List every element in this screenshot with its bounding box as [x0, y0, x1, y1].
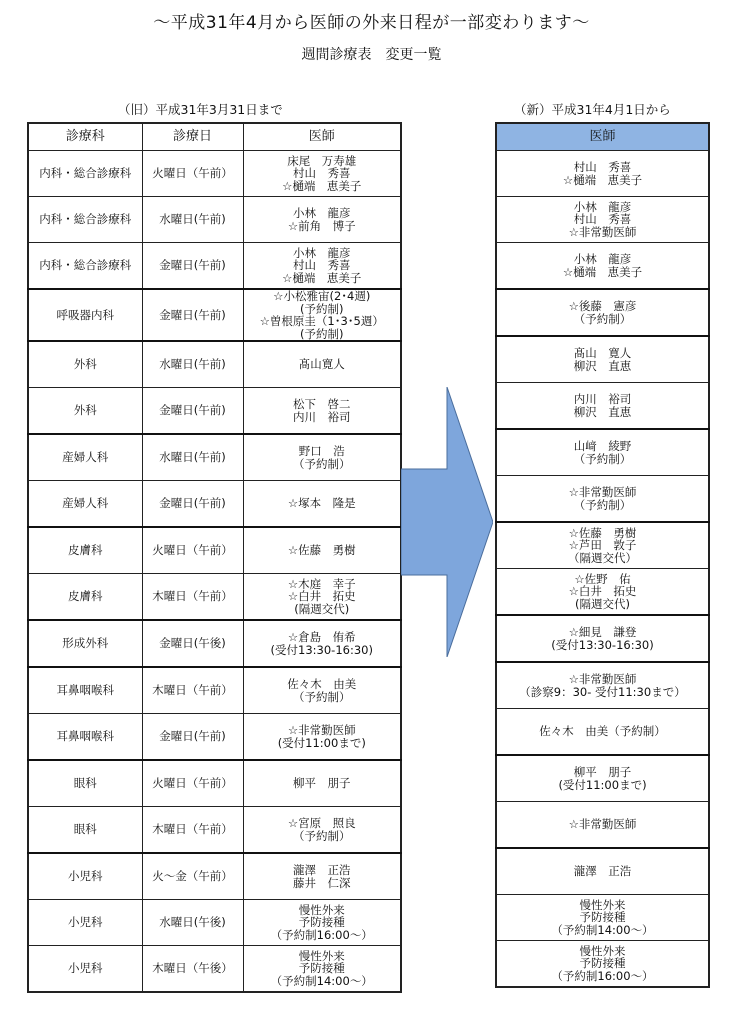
- table-row: [28, 760, 401, 807]
- table-row: [496, 895, 709, 941]
- new-doctor-cell: ☆非常勤医師: [496, 802, 709, 849]
- old-schedule-table: [27, 122, 402, 993]
- new-doctor-cell: 柳平 朋子 (受付11:00まで): [496, 755, 709, 802]
- doctor-cell: 佐々木 由美 （予約制）: [243, 667, 401, 714]
- new-schedule-table: [495, 122, 710, 988]
- new-doctor-cell: ☆非常勤医師 （予約制）: [496, 476, 709, 523]
- table-row: [496, 151, 709, 197]
- table-row: [496, 941, 709, 988]
- table-row: [496, 522, 709, 569]
- header-doctor: 医師: [243, 123, 401, 151]
- department-cell: 外科: [28, 388, 142, 435]
- new-doctor-cell: 山﨑 綾野 （予約制）: [496, 429, 709, 476]
- table-row: [28, 151, 401, 197]
- table-row: [28, 807, 401, 854]
- table-row: [28, 900, 401, 946]
- day-cell: 火曜日（午前）: [142, 527, 243, 574]
- new-doctor-cell: ☆細見 謙登 (受付13:30-16:30): [496, 615, 709, 662]
- table-row: [496, 848, 709, 895]
- table-row: [28, 388, 401, 435]
- table-row: [496, 802, 709, 849]
- new-doctor-cell: 慢性外来 予防接種 （予約制14:00～）: [496, 895, 709, 941]
- table-row: [496, 429, 709, 476]
- table-row: [28, 243, 401, 290]
- header-department: 診療科: [28, 123, 142, 151]
- department-cell: 耳鼻咽喉科: [28, 714, 142, 761]
- department-cell: 呼吸器内科: [28, 289, 142, 341]
- table-row: [28, 341, 401, 388]
- new-doctor-cell: ☆佐藤 勇樹 ☆芦田 敦子 （隔週交代）: [496, 522, 709, 569]
- day-cell: 金曜日(午前): [142, 243, 243, 290]
- new-doctor-cell: 内川 裕司 柳沢 直恵: [496, 383, 709, 430]
- new-doctor-cell: ☆佐野 佑 ☆白井 拓史 (隔週交代): [496, 569, 709, 616]
- doctor-cell: 瀧澤 正浩 藤井 仁深: [243, 853, 401, 900]
- new-doctor-cell: 村山 秀喜 ☆樋端 恵美子: [496, 151, 709, 197]
- doctor-cell: 慢性外来 予防接種 （予約制16:00～）: [243, 900, 401, 946]
- old-schedule-caption: （旧）平成31年3月31日まで: [118, 102, 283, 117]
- doctor-cell: ☆佐藤 勇樹: [243, 527, 401, 574]
- new-schedule-caption: （新）平成31年4月1日から: [514, 102, 671, 117]
- department-cell: 皮膚科: [28, 574, 142, 621]
- table-row: [28, 714, 401, 761]
- department-cell: 内科・総合診療科: [28, 151, 142, 197]
- doctor-cell: ☆倉島 侑希 (受付13:30-16:30): [243, 620, 401, 667]
- day-cell: 金曜日(午後): [142, 620, 243, 667]
- table-row: [28, 667, 401, 714]
- doctor-cell: 慢性外来 予防接種 （予約制14:00～）: [243, 946, 401, 993]
- doctor-cell: 床尾 万寿雄 村山 秀喜 ☆樋端 恵美子: [243, 151, 401, 197]
- department-cell: 耳鼻咽喉科: [28, 667, 142, 714]
- day-cell: 水曜日(午前): [142, 434, 243, 481]
- table-row: [28, 481, 401, 528]
- day-cell: 木曜日（午前）: [142, 667, 243, 714]
- day-cell: 水曜日(午前): [142, 197, 243, 243]
- department-cell: 皮膚科: [28, 527, 142, 574]
- table-row: [496, 336, 709, 383]
- day-cell: 水曜日(午後): [142, 900, 243, 946]
- day-cell: 火曜日（午前）: [142, 151, 243, 197]
- doctor-cell: 野口 浩 （予約制）: [243, 434, 401, 481]
- new-doctor-cell: 小林 龍彦 ☆樋端 恵美子: [496, 243, 709, 290]
- doctor-cell: 小林 龍彦 ☆前角 博子: [243, 197, 401, 243]
- table-row: [496, 197, 709, 243]
- new-doctor-cell: 髙山 寛人 柳沢 直恵: [496, 336, 709, 383]
- new-doctor-cell: 慢性外来 予防接種 （予約制16:00～）: [496, 941, 709, 988]
- day-cell: 火曜日（午前）: [142, 760, 243, 807]
- department-cell: 小児科: [28, 853, 142, 900]
- table-row: [496, 709, 709, 756]
- doctor-cell: ☆小松雅宙(2･4週) (予約制) ☆曽根原圭（1･3･5週） (予約制): [243, 289, 401, 341]
- table-row: [496, 569, 709, 616]
- day-cell: 木曜日（午前）: [142, 574, 243, 621]
- page-subtitle: 週間診療表 変更一覧: [301, 47, 442, 63]
- table-row: [496, 383, 709, 430]
- table-row: [28, 853, 401, 900]
- header-day: 診療日: [142, 123, 243, 151]
- table-row: [28, 289, 401, 341]
- department-cell: 形成外科: [28, 620, 142, 667]
- table-row: [28, 197, 401, 243]
- day-cell: 金曜日(午前): [142, 388, 243, 435]
- doctor-cell: ☆非常勤医師 (受付11:00まで): [243, 714, 401, 761]
- table-row: [496, 243, 709, 290]
- day-cell: 火～金（午前）: [142, 853, 243, 900]
- day-cell: 金曜日(午前): [142, 289, 243, 341]
- new-doctor-cell: ☆非常勤医師 （診察9：30- 受付11:30まで）: [496, 662, 709, 709]
- department-cell: 眼科: [28, 807, 142, 854]
- department-cell: 小児科: [28, 900, 142, 946]
- doctor-cell: ☆塚本 隆是: [243, 481, 401, 528]
- doctor-cell: 柳平 朋子: [243, 760, 401, 807]
- day-cell: 木曜日（午前）: [142, 807, 243, 854]
- right-arrow-icon: [401, 387, 493, 657]
- day-cell: 金曜日(午前): [142, 481, 243, 528]
- department-cell: 内科・総合診療科: [28, 197, 142, 243]
- department-cell: 産婦人科: [28, 434, 142, 481]
- department-cell: 産婦人科: [28, 481, 142, 528]
- table-row: [496, 476, 709, 523]
- doctor-cell: 小林 龍彦 村山 秀喜 ☆樋端 恵美子: [243, 243, 401, 290]
- new-doctor-cell: ☆後藤 憲彦 （予約制）: [496, 289, 709, 336]
- department-cell: 内科・総合診療科: [28, 243, 142, 290]
- doctor-cell: 松下 啓二 内川 裕司: [243, 388, 401, 435]
- new-doctor-cell: 瀧澤 正浩: [496, 848, 709, 895]
- day-cell: 金曜日(午前): [142, 714, 243, 761]
- table-row: [28, 527, 401, 574]
- table-row: [28, 574, 401, 621]
- table-row: [28, 620, 401, 667]
- table-row: [496, 289, 709, 336]
- day-cell: 水曜日(午前): [142, 341, 243, 388]
- doctor-cell: ☆木庭 幸子 ☆白井 拓史 (隔週交代): [243, 574, 401, 621]
- table-row: [496, 662, 709, 709]
- department-cell: 外科: [28, 341, 142, 388]
- doctor-cell: 髙山寛人: [243, 341, 401, 388]
- department-cell: 小児科: [28, 946, 142, 993]
- doctor-cell: ☆宮原 照良 （予約制）: [243, 807, 401, 854]
- header-new-doctor: 医師: [496, 123, 709, 151]
- table-row: [28, 434, 401, 481]
- new-doctor-cell: 佐々木 由美（予約制）: [496, 709, 709, 756]
- page-title: ～平成31年4月から医師の外来日程が一部変わります～: [153, 13, 590, 33]
- new-doctor-cell: 小林 龍彦 村山 秀喜 ☆非常勤医師: [496, 197, 709, 243]
- day-cell: 木曜日（午後）: [142, 946, 243, 993]
- table-row: [496, 615, 709, 662]
- department-cell: 眼科: [28, 760, 142, 807]
- table-row: [28, 946, 401, 993]
- table-row: [496, 755, 709, 802]
